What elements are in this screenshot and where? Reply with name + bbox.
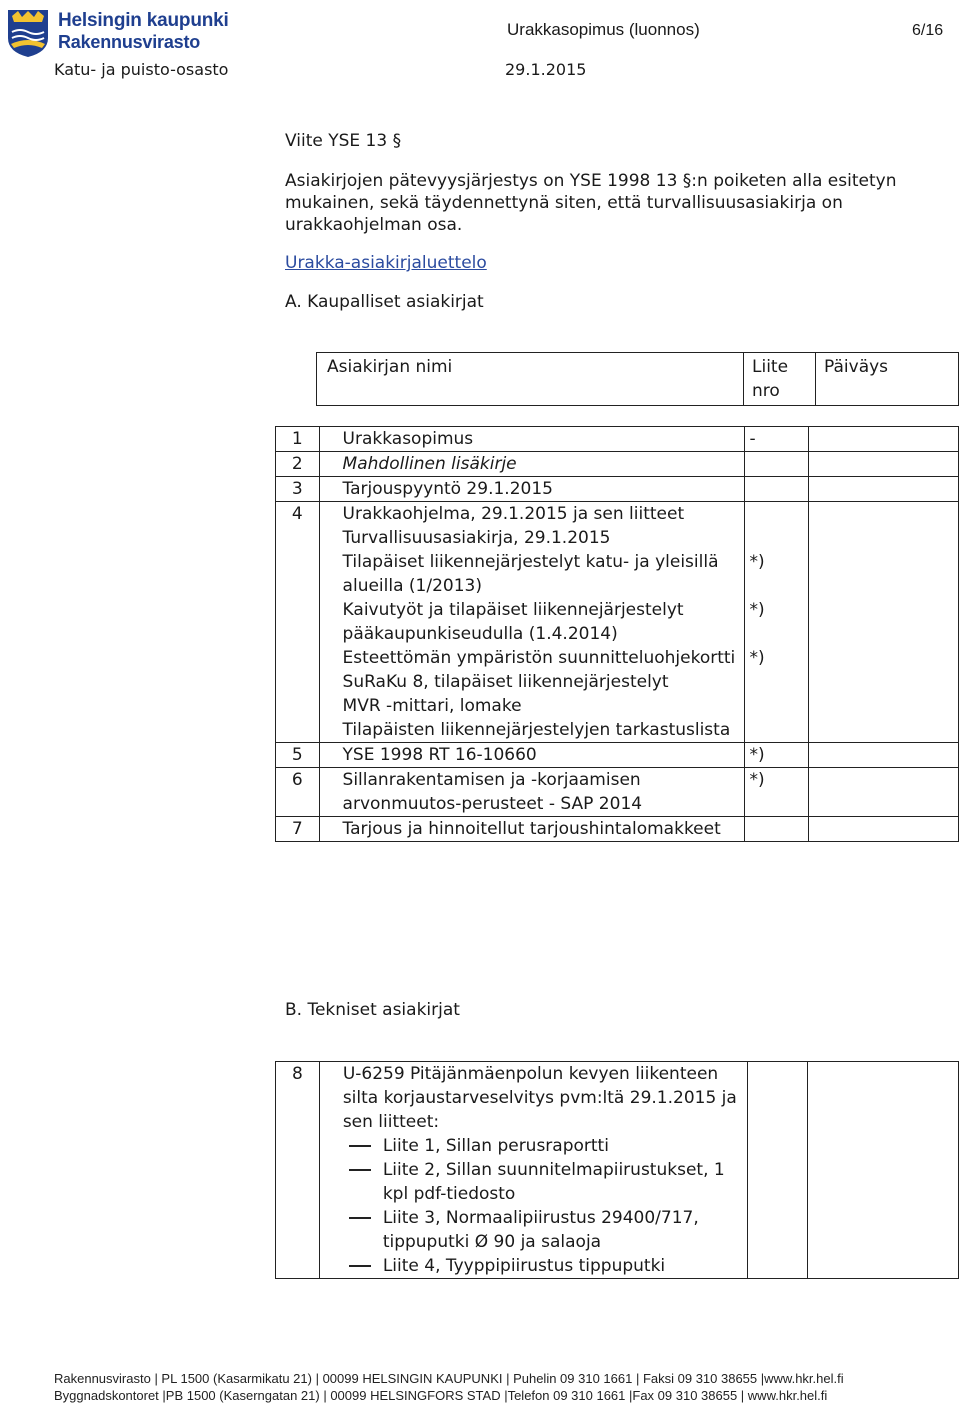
row-liite: *) (745, 743, 809, 768)
tech-doc-title: U-6259 Pitäjänmäenpolun kevyen liikenteen silta korjaustarveselvitys pvm:ltä 29.1.2015 ja sen liitteet: (342, 1064, 737, 1132)
row-date (809, 817, 959, 842)
row-description (319, 1062, 748, 1279)
row-description: Mahdollinen lisäkirje (319, 452, 745, 477)
row-date (808, 1062, 959, 1279)
row-number: 3 (276, 477, 320, 502)
document-title: Urakkasopimus (luonnos) (507, 20, 700, 39)
table-row (276, 598, 959, 646)
document-date: 29.1.2015 (505, 60, 587, 79)
row-description: YSE 1998 RT 16-10660 (319, 743, 745, 768)
row-number (276, 718, 320, 743)
city-crest-logo (6, 8, 50, 58)
row-date (809, 694, 959, 718)
row-date (809, 598, 959, 646)
row-liite: *) (745, 646, 809, 694)
row-description: Kaivutyöt ja tilapäiset liikennejärjestelyt pääkaupunkiseudulla (1.4.2014) (319, 598, 745, 646)
row-date (809, 477, 959, 502)
row-liite (745, 477, 809, 502)
table-header (316, 352, 959, 406)
table-row (276, 452, 959, 477)
row-description: Tarjous ja hinnoitellut tarjoushintalomakkeet (319, 817, 745, 842)
header-name: Asiakirjan nimi (317, 353, 744, 406)
table-row (276, 502, 959, 527)
row-number: 4 (276, 502, 320, 527)
row-number: 1 (276, 427, 320, 452)
row-description: Urakkasopimus (319, 427, 745, 452)
table-row (276, 1062, 959, 1279)
header-date: Päiväys (816, 353, 959, 406)
row-date (809, 718, 959, 743)
row-number: 5 (276, 743, 320, 768)
row-liite: - (745, 427, 809, 452)
row-liite: *) (745, 598, 809, 646)
table-row (276, 817, 959, 842)
department-name: Katu- ja puisto-osasto (54, 60, 229, 79)
row-number (276, 694, 320, 718)
row-number: 7 (276, 817, 320, 842)
row-date (809, 768, 959, 817)
footer-swedish: Byggnadskontoret |PB 1500 (Kaserngatan 21) | 00099 HELSINGFORS STAD |Telefon 09 310 1661 |Fax 09 310 38655 | www.hkr.hel.fi (54, 1388, 828, 1403)
precedence-paragraph: Asiakirjojen pätevyysjärjestys on YSE 1998 13 §:n poiketen alla esitetyn mukainen, sekä täydennettynä siten, että turvallisuusasiakirja on urakkaohjelman osa. (285, 171, 897, 235)
document-list-link[interactable]: Urakka-asiakirjaluettelo (285, 253, 487, 273)
technical-documents-table (275, 1061, 959, 1279)
row-liite (745, 502, 809, 527)
commercial-documents-table (275, 426, 959, 842)
table-row (276, 743, 959, 768)
row-date (809, 526, 959, 550)
attachment-item: Liite 1, Sillan perusraportti (343, 1134, 748, 1158)
section-b-heading: B. Tekniset asiakirjat (285, 1000, 460, 1020)
row-description: Tilapäisten liikennejärjestelyjen tarkastuslista (319, 718, 745, 743)
table-row (276, 526, 959, 550)
row-description: Urakkaohjelma, 29.1.2015 ja sen liitteet (319, 502, 745, 527)
row-number (276, 646, 320, 694)
row-date (809, 550, 959, 598)
row-number: 2 (276, 452, 320, 477)
row-date (809, 452, 959, 477)
section-a-heading: A. Kaupalliset asiakirjat (285, 292, 484, 312)
row-description: MVR -mittari, lomake (319, 694, 745, 718)
attachment-item: Liite 3, Normaalipiirustus 29400/717, tippuputki Ø 90 ja salaoja (343, 1206, 748, 1254)
row-number: 6 (276, 768, 320, 817)
row-liite: *) (745, 550, 809, 598)
footer-finnish: Rakennusvirasto | PL 1500 (Kasarmikatu 21) | 00099 HELSINGIN KAUPUNKI | Puhelin 09 310 1661 | Faksi 09 310 38655 |www.hkr.hel.fi (54, 1371, 844, 1386)
row-liite (748, 1062, 808, 1279)
table-row (276, 718, 959, 743)
row-date (809, 646, 959, 694)
row-number (276, 526, 320, 550)
table-row (276, 694, 959, 718)
attachment-item: Liite 2, Sillan suunnitelmapiirustukset, 1 kpl pdf-tiedosto (343, 1158, 748, 1206)
table-row (276, 427, 959, 452)
header-liite-nro: Liite nro (744, 353, 816, 406)
row-number: 8 (276, 1062, 320, 1279)
row-description: Turvallisuusasiakirja, 29.1.2015 (319, 526, 745, 550)
row-liite (745, 817, 809, 842)
table-row (276, 477, 959, 502)
table-row (276, 550, 959, 598)
row-number (276, 598, 320, 646)
row-number (276, 550, 320, 598)
row-liite (745, 718, 809, 743)
attachment-item: Liite 4, Tyyppipiirustus tippuputki (343, 1254, 748, 1278)
row-description: Esteettömän ympäristön suunnitteluohjekortti SuRaKu 8, tilapäiset liikennejärjestelyt (319, 646, 745, 694)
reference-heading: Viite YSE 13 § (285, 131, 402, 151)
row-liite (745, 452, 809, 477)
page-number: 6/16 (912, 22, 944, 39)
row-description: Tilapäiset liikennejärjestelyt katu- ja yleisillä alueilla (1/2013) (319, 550, 745, 598)
table-row (276, 768, 959, 817)
row-description: Tarjouspyyntö 29.1.2015 (319, 477, 745, 502)
row-description: Sillanrakentamisen ja -korjaamisen arvonmuutos-perusteet - SAP 2014 (319, 768, 745, 817)
org-name: Helsingin kaupunki (58, 10, 229, 31)
org-department: Rakennusvirasto (58, 32, 201, 52)
row-liite (745, 694, 809, 718)
row-liite: *) (745, 768, 809, 817)
row-date (809, 743, 959, 768)
row-date (809, 427, 959, 452)
table-row (276, 646, 959, 694)
row-liite (745, 526, 809, 550)
row-date (809, 502, 959, 527)
